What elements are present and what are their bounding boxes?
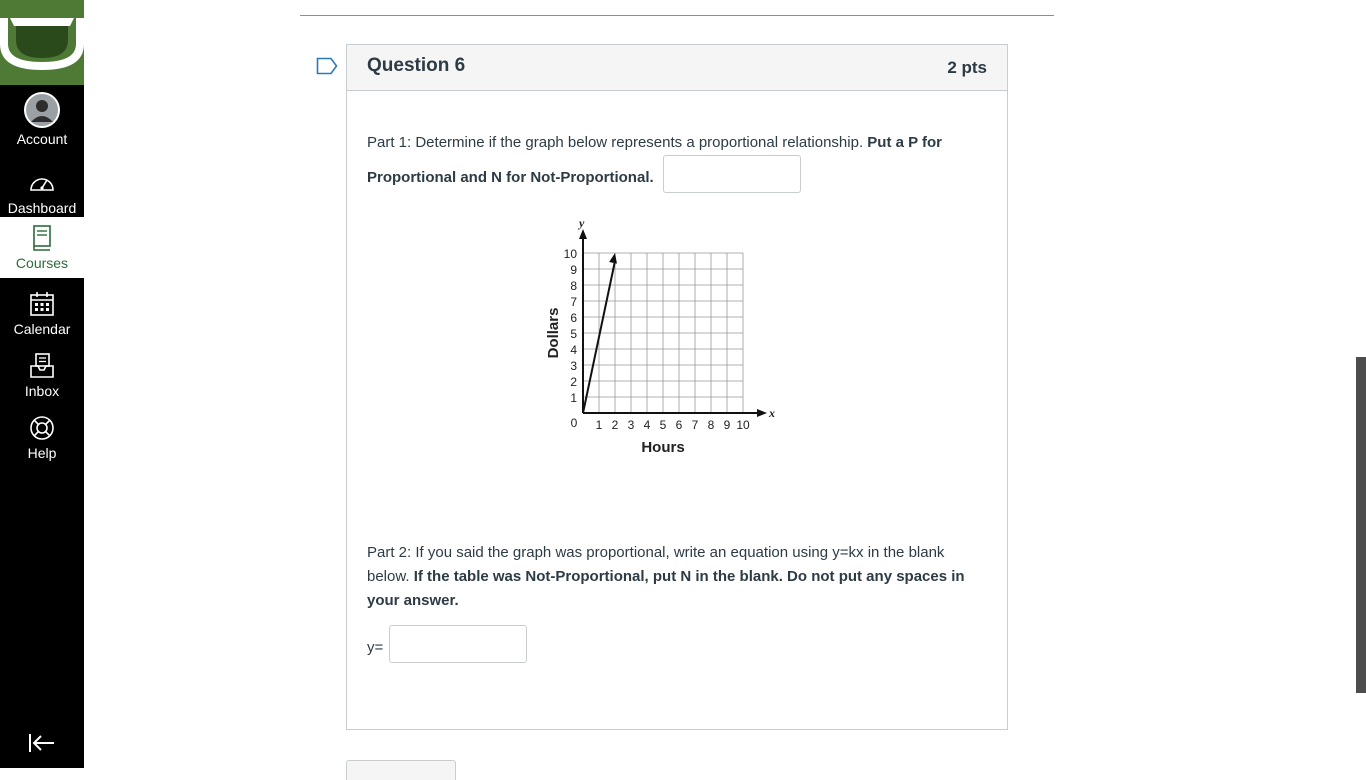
part1-plain-text: Part 1: Determine if the graph below represents a proportional relationship. bbox=[367, 134, 868, 151]
part1-answer-input[interactable] bbox=[663, 155, 801, 193]
acorn-logo-icon bbox=[0, 0, 84, 85]
x-tick-label: 4 bbox=[643, 418, 651, 432]
x-tick-label: 9 bbox=[723, 418, 731, 432]
courses-book-icon bbox=[27, 223, 57, 253]
nav-help[interactable] bbox=[0, 407, 84, 469]
x-tick-label: 5 bbox=[659, 418, 667, 432]
avatar-icon bbox=[24, 92, 60, 128]
chart-grid bbox=[583, 253, 743, 413]
series-arrowhead bbox=[609, 253, 617, 264]
y-tick-label: 9 bbox=[570, 263, 577, 277]
nav-courses[interactable] bbox=[0, 217, 84, 278]
part2-text bbox=[367, 541, 987, 613]
y-tick-label: 1 bbox=[570, 391, 577, 405]
question-title: Question 6 bbox=[367, 55, 466, 76]
nav-help-label: Help bbox=[27, 445, 57, 461]
nav-account[interactable] bbox=[0, 87, 84, 149]
help-lifebuoy-icon bbox=[27, 413, 57, 443]
y-tick-label: 6 bbox=[570, 311, 577, 325]
nav-inbox[interactable] bbox=[0, 345, 84, 407]
y-axis-arrowhead bbox=[579, 229, 587, 239]
x-tick-label: 2 bbox=[611, 418, 619, 432]
inbox-icon bbox=[27, 351, 57, 381]
nav-inbox-label: Inbox bbox=[24, 383, 60, 399]
x-tick-label: 6 bbox=[675, 418, 683, 432]
part1-bold-text-b: Proportional and N for Not-Proportional. bbox=[367, 169, 654, 186]
question-card bbox=[346, 44, 1008, 730]
x-axis-label: Hours bbox=[641, 439, 685, 456]
x-axis-letter: x bbox=[769, 406, 775, 420]
nav-dashboard-label: Dashboard bbox=[7, 200, 77, 216]
x-tick-label: 8 bbox=[707, 418, 715, 432]
top-divider bbox=[300, 15, 1054, 16]
y-tick-label: 5 bbox=[570, 327, 577, 341]
part1-text bbox=[367, 131, 987, 155]
y-tick-label: 7 bbox=[570, 295, 577, 309]
page-scrollbar[interactable] bbox=[1356, 357, 1366, 693]
x-axis-arrowhead bbox=[757, 409, 767, 417]
origin-label: 0 bbox=[570, 416, 578, 430]
collapse-nav-arrow-icon[interactable] bbox=[26, 730, 58, 756]
part2-plain-text: Part 2: If you said the graph was proportional, write an equation using y=kx in the blank below. bbox=[367, 544, 945, 585]
y-axis-label: Dollars bbox=[545, 307, 562, 359]
equation-prefix-label: y= bbox=[367, 639, 384, 656]
part1-bold-text-a: Put a P for bbox=[867, 134, 943, 151]
proportional-graph bbox=[537, 213, 787, 463]
x-tick-label: 3 bbox=[627, 418, 635, 432]
y-tick-label: 10 bbox=[563, 247, 577, 261]
nav-account-label: Account bbox=[16, 131, 68, 147]
institution-logo[interactable] bbox=[0, 0, 84, 85]
next-button[interactable] bbox=[346, 760, 456, 780]
part2-bold-text: If the table was Not-Proportional, put N in the blank. Do not put any spaces in your answer. bbox=[367, 568, 965, 609]
question-header bbox=[347, 45, 1007, 91]
y-tick-label: 3 bbox=[570, 359, 577, 373]
nav-calendar-label: Calendar bbox=[13, 321, 71, 337]
dashboard-gauge-icon bbox=[27, 168, 57, 198]
flag-question-icon[interactable] bbox=[316, 57, 338, 75]
y-axis-letter: y bbox=[579, 216, 585, 230]
part2-answer-input[interactable] bbox=[389, 625, 527, 663]
y-tick-label: 4 bbox=[570, 343, 577, 357]
x-tick-label: 1 bbox=[595, 418, 603, 432]
x-tick-label: 10 bbox=[736, 418, 750, 432]
chart-axes bbox=[579, 229, 767, 417]
y-tick-label: 8 bbox=[570, 279, 577, 293]
nav-dashboard[interactable] bbox=[0, 162, 84, 224]
y-tick-label: 2 bbox=[570, 375, 577, 389]
question-points: 2 pts bbox=[947, 58, 987, 77]
x-tick-label: 7 bbox=[691, 418, 699, 432]
nav-courses-label: Courses bbox=[15, 255, 69, 271]
calendar-icon bbox=[27, 289, 57, 319]
nav-calendar[interactable] bbox=[0, 283, 84, 345]
chart-tick-labels bbox=[564, 247, 750, 432]
global-nav bbox=[0, 0, 84, 768]
